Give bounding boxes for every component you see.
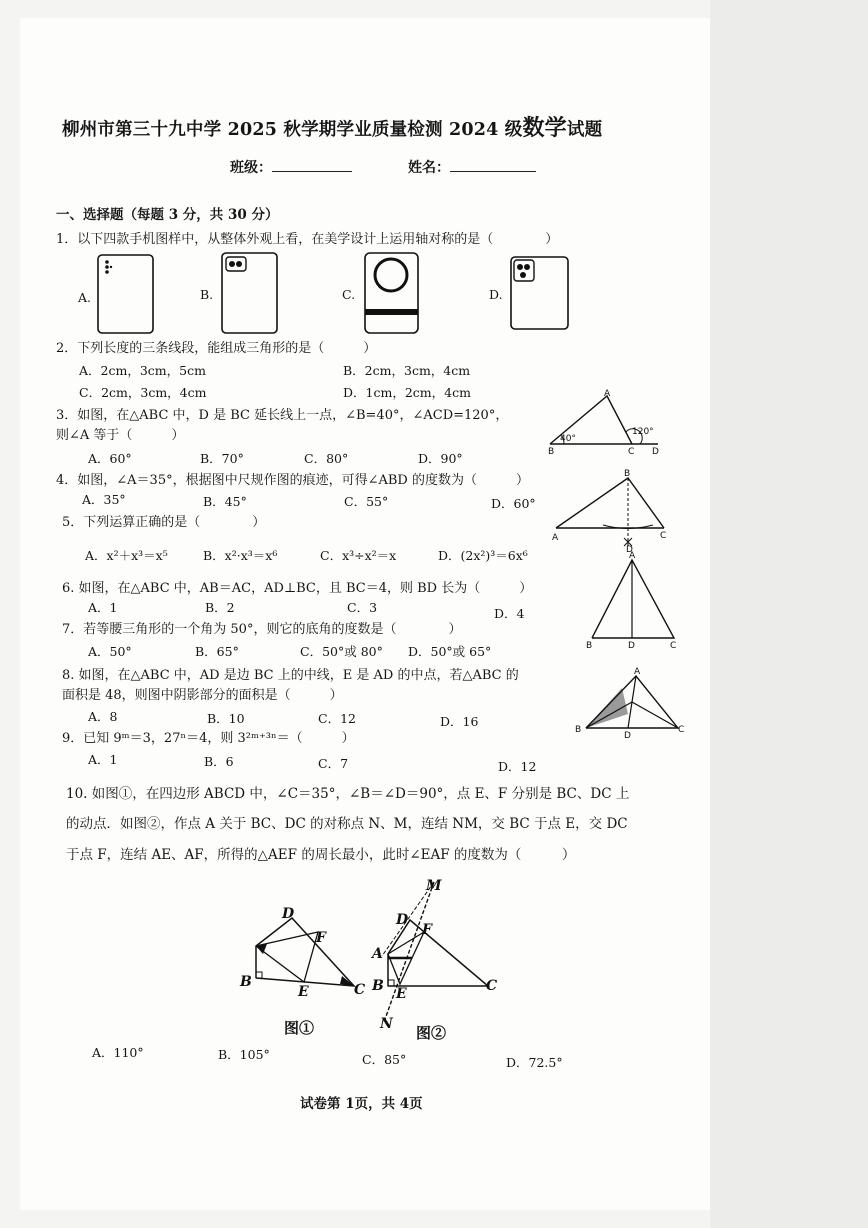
q10-stem-line1: 10. 如图①，在四边形 ABCD 中，∠C＝35°，∠B＝∠D＝90°，点 E、F 分别是 BC、DC 上 [66, 786, 630, 802]
q4-stem: 4．如图，∠A＝35°，根据图中尺规作图的痕迹，可得∠ABD 的度数为（ ） [56, 473, 529, 488]
q7-option-b: B．65° [195, 644, 239, 659]
q8-option-d: D．16 [440, 714, 479, 729]
q7-stem: 7．若等腰三角形的一个角为 50°，则它的底角的度数是（ ） [62, 622, 462, 637]
q8-option-a: A．8 [88, 709, 118, 724]
q3-label-c: C [628, 447, 635, 457]
q7-option-c: C．50°或 80° [300, 644, 383, 659]
q8-stem-line2: 面积是 48，则图中阴影部分的面积是（ ） [62, 688, 343, 703]
q6-option-a: A．1 [88, 600, 118, 615]
q6-option-c: C．3 [347, 600, 378, 615]
title-subject: 数学 [522, 115, 567, 141]
q4-option-a: A．35° [82, 492, 126, 507]
q3-option-c: C．80° [304, 451, 349, 466]
q5-option-a: A．x²＋x³＝x⁵ [85, 548, 168, 563]
fig2-label-m: M [426, 878, 442, 894]
q3-option-b: B．70° [200, 451, 244, 466]
name-blank [450, 159, 536, 172]
q7-option-a: A．50° [88, 644, 132, 659]
q10-figure-1 [236, 904, 370, 1000]
q3-label-a: A [604, 389, 611, 399]
q3-stem-line2: 则∠A 等于（ ） [56, 428, 185, 443]
title-text: 柳州市第三十九中学 2025 秋学期学业质量检测 2024 级 [62, 120, 523, 140]
q4-label-d: D [626, 545, 633, 555]
fig2-label-e: E [396, 986, 407, 1002]
q5-stem: 5．下列运算正确的是（ ） [62, 515, 266, 530]
q4-option-d: D．60° [491, 496, 536, 511]
q6-isosceles-figure [582, 550, 682, 652]
fig2-label-a: A [372, 946, 383, 962]
q1-option-b: B. [200, 287, 214, 302]
q3-triangle-figure [540, 388, 670, 460]
q10-figure-2 [368, 872, 504, 1030]
fig1-label-c: C [354, 982, 366, 998]
fig2-label-c: C [486, 978, 498, 994]
q3-angle-acd: 120° [632, 427, 654, 437]
fig1-label-f: F [316, 930, 326, 946]
q4-construction-figure [548, 466, 678, 555]
q2-option-d: D．1cm，2cm，4cm [343, 385, 471, 400]
q3-label-d: D [652, 447, 659, 457]
q6-label-a: A [629, 551, 636, 561]
q8-option-c: C．12 [318, 711, 356, 726]
q8-label-a: A [634, 667, 641, 677]
q10-option-a: A．110° [92, 1045, 144, 1060]
q9-option-d: D．12 [498, 759, 537, 774]
q3-angle-b: 40° [560, 434, 576, 444]
q2-option-b: B．2cm，3cm，4cm [343, 363, 471, 378]
page-footer: 试卷第 1页，共 4页 [300, 1096, 423, 1112]
phone-c-figure [361, 251, 423, 335]
phone-a-figure [96, 253, 158, 335]
q5-option-b: B．x²·x³＝x⁶ [203, 548, 278, 563]
q8-label-c: C [678, 725, 685, 735]
q4-label-b: B [624, 469, 631, 479]
class-blank [272, 159, 352, 172]
q2-option-a: A．2cm，3cm，5cm [79, 363, 206, 378]
q8-label-b: B [575, 725, 582, 735]
q4-option-c: C．55° [344, 494, 389, 509]
q10-option-d: D．72.5° [506, 1055, 563, 1070]
q4-option-b: B．45° [203, 494, 247, 509]
fig2-label-f: F [422, 922, 432, 938]
q9-option-c: C．7 [318, 756, 349, 771]
q9-option-a: A．1 [88, 752, 118, 767]
exam-title [62, 115, 603, 141]
name-field [408, 159, 536, 176]
fig1-label-b: B [240, 974, 252, 990]
q8-label-d: D [624, 731, 631, 741]
fig1-label-d: D [282, 906, 295, 922]
q3-option-d: D．90° [418, 451, 463, 466]
q9-option-b: B．6 [204, 754, 234, 769]
q7-option-d: D．50°或 65° [408, 644, 492, 659]
q4-label-c: C [660, 531, 667, 541]
class-label: 班级： [230, 160, 272, 176]
q5-option-c: C．x³÷x²＝x [320, 548, 397, 563]
q2-option-c: C．2cm，3cm，4cm [79, 385, 207, 400]
q1-option-d: D. [489, 287, 503, 302]
q3-stem-line1: 3．如图，在△ABC 中，D 是 BC 延长线上一点，∠B=40°，∠ACD=120°， [56, 408, 509, 423]
name-label: 姓名： [408, 160, 450, 176]
q10-stem-line3: 于点 F，连结 AE、AF，所得的△AEF 的周长最小，此时∠EAF 的度数为（ ） [66, 847, 576, 863]
q3-label-b: B [548, 447, 555, 457]
q6-option-b: B．2 [205, 600, 235, 615]
q6-label-b: B [586, 641, 593, 651]
phone-d-figure [509, 255, 571, 331]
q1-option-a: A. [78, 290, 92, 305]
fig2-label-n: N [380, 1016, 393, 1032]
scan-edge [710, 0, 868, 1228]
fig2-label-b: B [372, 978, 384, 994]
q1-option-c: C. [342, 287, 356, 302]
q6-option-d: D．4 [494, 606, 525, 621]
fig2-label-d: D [396, 912, 409, 928]
q6-label-c: C [670, 641, 677, 651]
q2-stem: 2．下列长度的三条线段，能组成三角形的是（ ） [56, 341, 377, 356]
section-heading: 一、选择题（每题 3 分，共 30 分） [56, 207, 279, 223]
figure-2-caption: 图② [416, 1024, 447, 1042]
q8-stem-line1: 8. 如图，在△ABC 中，AD 是边 BC 上的中线，E 是 AD 的中点，若△ABC 的 [62, 668, 519, 683]
q5-option-d: D．(2x²)³＝6x⁶ [438, 548, 528, 563]
q6-label-d: D [628, 641, 635, 651]
q8-option-b: B．10 [207, 711, 245, 726]
title-suffix: 试题 [566, 120, 603, 140]
figure-1-caption: 图① [284, 1019, 315, 1037]
q10-option-c: C．85° [362, 1052, 407, 1067]
q6-stem: 6. 如图，在△ABC 中，AB＝AC，AD⊥BC，且 BC＝4，则 BD 长为（ ） [62, 581, 533, 596]
q3-option-a: A．60° [88, 451, 132, 466]
q4-label-a: A [552, 533, 559, 543]
q9-stem: 9．已知 9ᵐ＝3，27ⁿ＝4，则 3²ᵐ⁺³ⁿ＝（ ） [62, 731, 355, 746]
fig1-label-e: E [298, 984, 309, 1000]
q1-stem: 1．以下四款手机图样中，从整体外观上看，在美学设计上运用轴对称的是（ ） [56, 232, 559, 247]
phone-b-figure [220, 251, 280, 335]
q8-median-figure [572, 668, 688, 742]
class-field [230, 159, 352, 176]
q10-stem-line2: 的动点．如图②，作点 A 关于 BC、DC 的对称点 N、M，连结 NM，交 BC 于点 E，交 DC [66, 816, 628, 832]
q10-option-b: B．105° [218, 1047, 270, 1062]
